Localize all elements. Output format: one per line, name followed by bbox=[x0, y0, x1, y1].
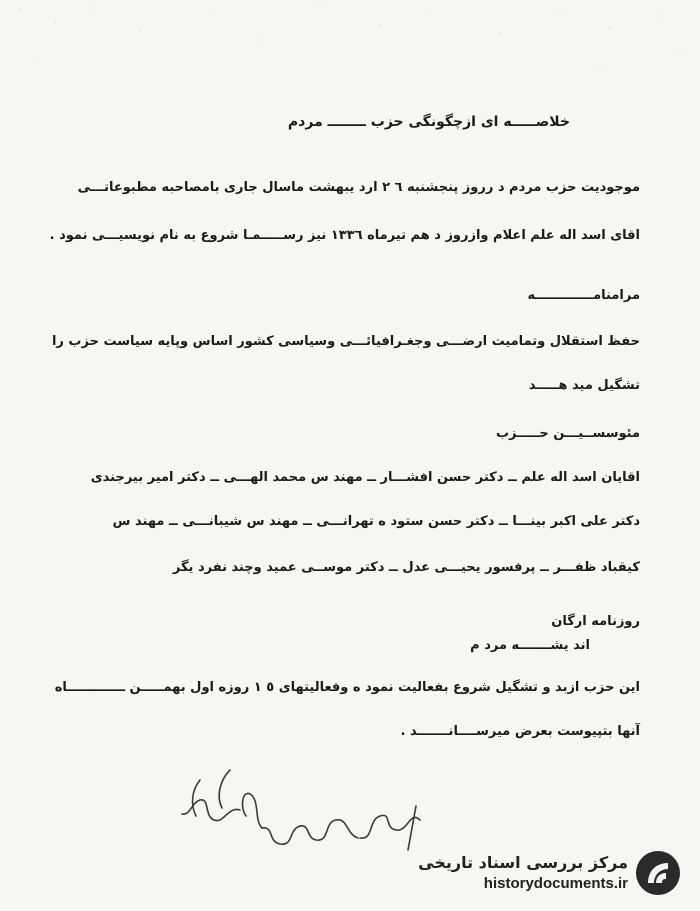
intro-line-1: موجودیت حزب مردم د رروز پنجشنبه ٦ ٢ ارد یبهشت ماسال جاری بامصاحبه مطبوعاتـــی bbox=[77, 180, 640, 195]
scan-noise bbox=[0, 0, 700, 120]
document-title: خلاصـــــه ای ازچگونگی حزب ــــــــ مردم bbox=[287, 114, 570, 130]
organ-name: اند یشـــــــه مرد م bbox=[470, 638, 590, 653]
aims-line-2: تشگیل مید هـــــد bbox=[528, 378, 640, 393]
organ-heading: روزنامه ارگان bbox=[551, 614, 640, 629]
activity-line-1: این حزب ازبد و تشگیل شروع بفعالیت نمود ه وفعالیتهای ٥ ١ روزه اول بهمـــــن ـــــــــــــاه bbox=[54, 680, 640, 695]
archive-url: historydocuments.ir bbox=[483, 875, 628, 892]
founders-line-1: اقایان اسد اله علم ــ دکتر حسن افشـــار ــ مهند س محمد الهـــی ــ دکتر امیر بیرجندی bbox=[90, 470, 640, 485]
founders-heading: مئوسســیـــن حـــــزب bbox=[495, 426, 640, 441]
aims-line-1: حفظ استقلال وتمامیت ارضـــی وجغـرافیائـــی وسیاسی کشور اساس وپایه سیاست حزب را bbox=[51, 334, 640, 349]
archive-watermark bbox=[416, 845, 686, 901]
aims-heading: مرامنامـــــــــــــه bbox=[527, 288, 640, 303]
archive-name: مرکز بررسی اسناد تاریخی bbox=[418, 853, 628, 872]
archive-logo-icon bbox=[634, 849, 682, 897]
activity-line-2: آنها بتپیوست بعرض میرســــانـــــــد . bbox=[400, 724, 640, 739]
founders-line-2: دکتر علی اکبر بینـــا ــ دکتر حسن ستود ه تهرانـــی ــ مهند س شیبانـــی ــ مهند س bbox=[112, 514, 640, 529]
founders-line-3: کیقباد ظفـــر ــ پرفسور یحیـــی عدل ــ دکتر موســی عمید وچند نفرد یگر bbox=[172, 560, 640, 575]
intro-line-2: اقای اسد اله علم اعلام وازروز د هم تیرماه ١٣٣٦ نیز رســـــمـا شروع به نام نویسیـــی نمود . bbox=[49, 228, 640, 243]
handwritten-signature bbox=[170, 750, 430, 860]
